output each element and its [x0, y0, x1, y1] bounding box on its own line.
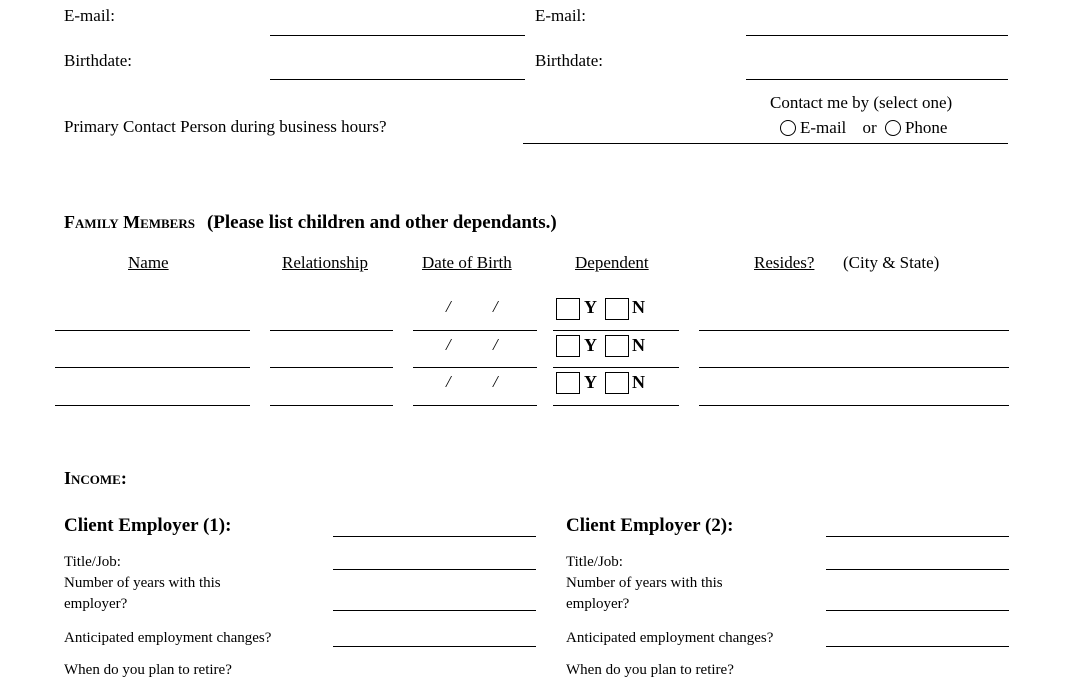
years-employer-field-2[interactable] — [826, 610, 1009, 611]
family-members-note: (Please list children and other dependants.) — [206, 212, 557, 233]
birthdate-label-client-1: Birthdate: — [64, 51, 132, 70]
col-header-name: Name — [128, 253, 169, 272]
yes-label: Y — [584, 335, 597, 355]
email-option-label: E-mail — [800, 118, 847, 137]
family-members-title: Family Members — [64, 212, 195, 232]
yes-label: Y — [584, 372, 597, 392]
family-resides-field[interactable] — [699, 330, 1009, 331]
client-employer-2-field[interactable] — [826, 536, 1009, 537]
family-dob-field[interactable] — [413, 405, 537, 406]
yes-label: Y — [584, 297, 597, 317]
col-header-dependent: Dependent — [575, 253, 649, 272]
client-employer-1-field[interactable] — [333, 536, 536, 537]
or-label: or — [862, 118, 877, 137]
birthdate-field-client-1[interactable] — [270, 79, 525, 80]
dependent-no-checkbox[interactable] — [605, 372, 629, 394]
primary-contact-label: Primary Contact Person during business hours? — [64, 117, 387, 136]
dob-slash: / — [446, 297, 451, 316]
title-job-label-1: Title/Job: — [64, 554, 121, 570]
email-field-client-2[interactable] — [746, 35, 1008, 36]
no-label: N — [632, 372, 645, 392]
col-header-date-of-birth: Date of Birth — [422, 253, 512, 272]
col-header-relationship: Relationship — [282, 253, 368, 272]
years-employer-label-1 — [64, 573, 221, 615]
years-employer-line1: Number of years with this — [64, 575, 221, 591]
dob-slash: / — [493, 372, 498, 391]
no-label: N — [632, 335, 645, 355]
primary-contact-field[interactable] — [523, 143, 1008, 144]
years-employer-line1: Number of years with this — [566, 575, 723, 591]
client-employer-1-label: Client Employer (1): — [64, 515, 232, 536]
birthdate-label-client-2: Birthdate: — [535, 51, 603, 70]
anticipated-changes-label-2: Anticipated employment changes? — [566, 630, 774, 646]
years-employer-line2: employer? — [64, 596, 128, 612]
family-resides-field[interactable] — [699, 405, 1009, 406]
years-employer-line2: employer? — [566, 596, 630, 612]
dob-slash: / — [446, 372, 451, 391]
family-resides-field[interactable] — [699, 367, 1009, 368]
family-members-heading — [64, 212, 557, 234]
dob-slash: / — [493, 297, 498, 316]
anticipated-changes-field-1[interactable] — [333, 646, 536, 647]
family-relationship-field[interactable] — [270, 367, 393, 368]
family-dob-field[interactable] — [413, 367, 537, 368]
email-label-client-1: E-mail: — [64, 6, 115, 25]
dependent-yes-checkbox[interactable] — [556, 372, 580, 394]
email-field-client-1[interactable] — [270, 35, 525, 36]
retire-label-1: When do you plan to retire? — [64, 662, 232, 678]
email-radio[interactable] — [780, 120, 796, 136]
col-header-city-state: (City & State) — [843, 253, 940, 272]
client-employer-2-label: Client Employer (2): — [566, 515, 734, 536]
dependent-yes-checkbox[interactable] — [556, 298, 580, 320]
title-job-field-2[interactable] — [826, 569, 1009, 570]
no-label: N — [632, 297, 645, 317]
anticipated-changes-label-1: Anticipated employment changes? — [64, 630, 272, 646]
family-name-field[interactable] — [55, 330, 250, 331]
phone-radio[interactable] — [885, 120, 901, 136]
contact-by-label: Contact me by (select one) — [770, 93, 953, 112]
dependent-no-checkbox[interactable] — [605, 335, 629, 357]
family-dob-field[interactable] — [413, 330, 537, 331]
col-header-resides: Resides? — [754, 253, 815, 272]
dob-slash: / — [446, 335, 451, 354]
family-dependent-line — [553, 367, 679, 368]
dependent-no-checkbox[interactable] — [605, 298, 629, 320]
title-job-field-1[interactable] — [333, 569, 536, 570]
years-employer-label-2 — [566, 573, 723, 615]
family-dependent-line — [553, 330, 679, 331]
family-dependent-line — [553, 405, 679, 406]
title-job-label-2: Title/Job: — [566, 554, 623, 570]
retire-label-2: When do you plan to retire? — [566, 662, 734, 678]
income-heading: Income: — [64, 468, 127, 488]
dob-slash: / — [493, 335, 498, 354]
family-relationship-field[interactable] — [270, 405, 393, 406]
family-relationship-field[interactable] — [270, 330, 393, 331]
contact-method-options — [780, 119, 947, 136]
anticipated-changes-field-2[interactable] — [826, 646, 1009, 647]
family-name-field[interactable] — [55, 405, 250, 406]
birthdate-field-client-2[interactable] — [746, 79, 1008, 80]
dependent-yes-checkbox[interactable] — [556, 335, 580, 357]
phone-option-label: Phone — [904, 118, 948, 137]
years-employer-field-1[interactable] — [333, 610, 536, 611]
family-name-field[interactable] — [55, 367, 250, 368]
email-label-client-2: E-mail: — [535, 6, 586, 25]
